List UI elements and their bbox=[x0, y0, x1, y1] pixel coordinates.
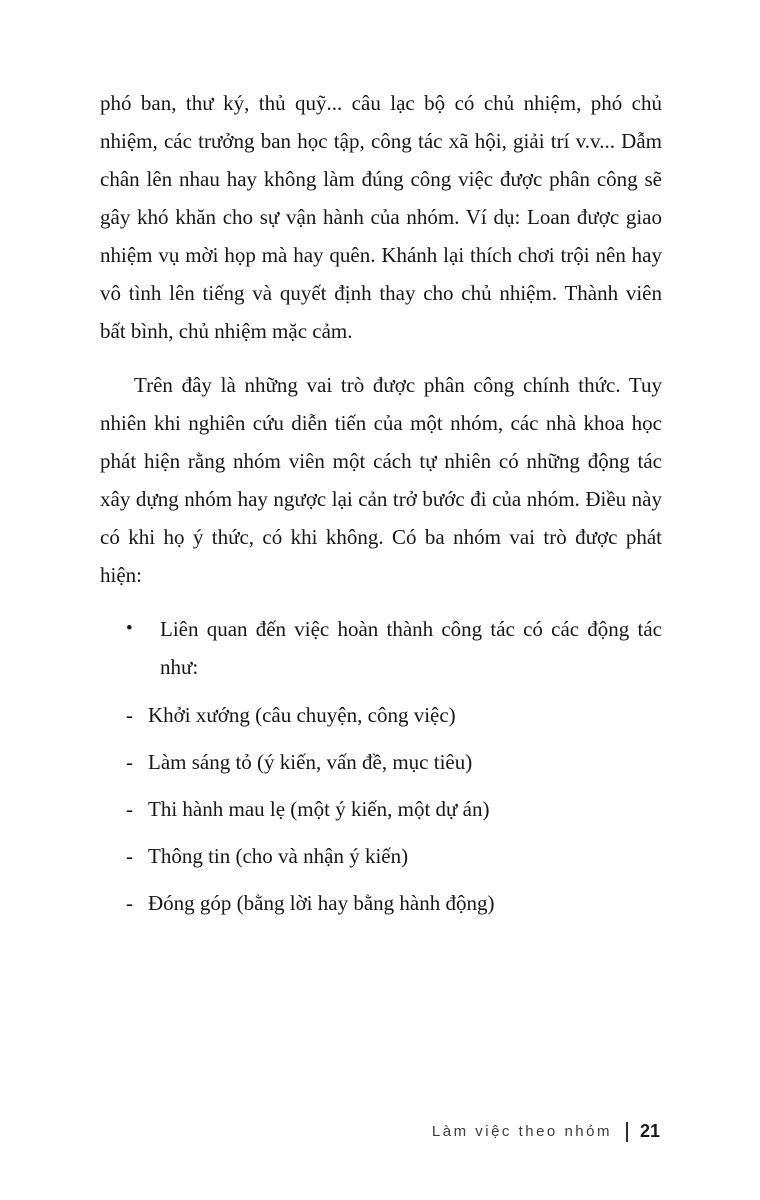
paragraph: Trên đây là những vai trò được phân công chính thức. Tuy nhiên khi nghiên cứu diễn tiến của một nhóm, các nhà khoa học phát hiện rằng nhóm viên một cách tự nhiên có những động tác xây dựng nhóm hay ngược lại cản trở bước đi của nhóm. Điều này có khi họ ý thức, có khi không. Có ba nhóm vai trò được phát hiện: bbox=[100, 373, 662, 587]
paragraph: phó ban, thư ký, thủ quỹ... câu lạc bộ có chủ nhiệm, phó chủ nhiệm, các trưởng ban học tập, công tác xã hội, giải trí v.v... Dẫm chân lên nhau hay không làm đúng công việc được phân công sẽ gây khó khăn cho sự vận hành của nhóm. Ví dụ: Loan được giao nhiệm vụ mời họp mà hay quên. Khánh lại thích chơi trội nên hay vô tình lên tiếng và quyết định thay cho chủ nhiệm. Thành viên bất bình, chủ nhiệm mặc cảm. bbox=[100, 91, 662, 343]
dash-item-text: Thi hành mau lẹ (một ý kiến, một dự án) bbox=[148, 797, 490, 821]
dash-icon: - bbox=[126, 797, 133, 821]
dash-item-text: Khởi xướng (câu chuyện, công việc) bbox=[148, 703, 456, 727]
dash-list-item bbox=[126, 888, 662, 918]
bullet-icon: • bbox=[126, 618, 133, 639]
dash-item-text: Làm sáng tỏ (ý kiến, vấn đề, mục tiêu) bbox=[148, 750, 473, 774]
dash-list-item bbox=[126, 700, 662, 730]
dash-icon: - bbox=[126, 703, 133, 727]
bullet-item-text: Liên quan đến việc hoàn thành công tác có các động tác như: bbox=[160, 617, 662, 679]
dash-list-item bbox=[126, 747, 662, 777]
dash-list-item bbox=[126, 841, 662, 871]
footer-book-title: Làm việc theo nhóm bbox=[431, 1123, 612, 1140]
dash-icon: - bbox=[126, 891, 133, 915]
page-footer bbox=[432, 1121, 660, 1142]
bullet-list-item bbox=[126, 610, 662, 686]
dash-item-text: Thông tin (cho và nhận ý kiến) bbox=[148, 844, 409, 868]
page-body bbox=[100, 84, 662, 935]
footer-divider bbox=[626, 1122, 628, 1142]
page-number: 21 bbox=[639, 1121, 660, 1141]
dash-list-item bbox=[126, 794, 662, 824]
dash-icon: - bbox=[126, 844, 133, 868]
dash-item-text: Đóng góp (bằng lời hay bằng hành động) bbox=[148, 891, 495, 915]
dash-icon: - bbox=[126, 750, 133, 774]
